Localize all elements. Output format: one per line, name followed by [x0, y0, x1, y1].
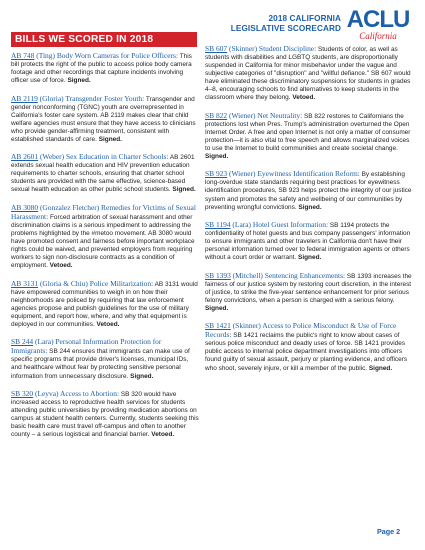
bill-number-link[interactable]: SB 320: [11, 388, 34, 398]
bill-title-text: (Gloria & Chiu) Police Militarization:: [38, 278, 154, 288]
bill-description: SB 320 would have increased access to reproductive health services for students attending public universities by providing medication abortions on campus at student health centers. Currently, students seeking this basic health care must travel off-campus and often to another county – a serious logistical and financial barrier.: [11, 390, 199, 439]
bill-outcome: Signed.: [67, 77, 91, 85]
bill-title: [11, 94, 144, 103]
left-column: [11, 52, 199, 449]
bill-number-link[interactable]: AB 748: [11, 51, 35, 60]
bill-description: SB 1194 protects the confidentiality of hotel guests and bus company passengers' information to ensure immigrants and other travelers in California don't have their personal information turned over to federal immigration agents or others without a court order or warrant.: [205, 222, 411, 262]
bill-entry: [205, 221, 413, 262]
bill-number-link[interactable]: SB 923: [205, 169, 228, 179]
bill-entry: [205, 322, 413, 372]
section-banner: BILLS WE SCORED IN 2018: [11, 32, 197, 47]
bill-entry: [11, 204, 199, 270]
bill-number-link[interactable]: AB 3131: [11, 278, 39, 288]
bill-number-link[interactable]: SB 244: [11, 337, 34, 347]
bill-number-link[interactable]: SB 1194: [205, 220, 231, 230]
bill-title-text: (Gonzalez Fletcher) Remedies for Victims of Sexual Harassment:: [11, 202, 196, 221]
bill-title: [11, 152, 168, 161]
bill-number-link[interactable]: AB 2119: [11, 93, 38, 103]
bill-title: [205, 44, 316, 53]
bill-outcome: Signed.: [298, 254, 322, 262]
bill-description: SB 822 restores to Californians the protections lost when Pres. Trump's administration overturned the Open Internet Order. A free and open Internet is not only a matter of consumer protection—it is also vital to free speech and allows marginalized voices to use the Internet to build communities and create societal change.: [205, 112, 411, 152]
bill-title-text: (Lara) Personal Information Protection for Immigrants:: [11, 337, 162, 356]
bill-outcome: Vetoed.: [292, 94, 316, 102]
bill-entry: [11, 153, 199, 194]
bill-number-link[interactable]: SB 1393: [205, 270, 231, 280]
bill-number-link[interactable]: SB 822: [205, 110, 228, 120]
bill-title: [11, 389, 119, 398]
bill-title-text: (Skinner) Access to Police Misconduct & Use of Force Records:: [205, 321, 397, 340]
bill-title-text: (Weber) Sex Education in Charter Schools:: [38, 152, 169, 162]
bill-number-link[interactable]: SB 607: [205, 44, 228, 53]
scorecard-title: [203, 14, 341, 33]
bill-description: SB 1421 reclaims the public's right to know about cases of serious police misconduct and deadly uses of force. SB 1421 provides public access to internal police department investigations into officers found guilty of sexual assault, perjury or planting evidence, and officers who shoot, severely injure, or kill a member of the public.: [205, 332, 408, 372]
bill-description: SB 1393 increases the fairness of our justice system by restoring court discretion, in the interest of justice, to strike the five-year sentence enhancement for prior serious felony convictions, when a person is charged with a serious felony.: [205, 272, 412, 304]
bill-description: Forced arbitration of sexual harassment and other discrimination claims is a serious impediment to addressing the problems highlighted by the #metoo movement. AB 3080 would have promoted consent and fairness before important workplace rights could be waived, and prevented employers from requiring workers to sign non-disclosure contracts as a condition of employment.: [11, 213, 195, 270]
bill-outcome: Vetoed.: [151, 431, 175, 439]
bill-description: By establishing long-overdue state standards requiring best practices for eyewitness identification procedures, SB 923 helps protect the integrity of our justice system and promotes the safety and wellbeing of our communities by preventing wrongful convictions.: [205, 171, 412, 211]
page-number: Page 2: [377, 527, 401, 536]
bill-outcome: Vetoed.: [96, 320, 120, 328]
bill-entry: [205, 45, 413, 102]
bill-title-text: (Leyva) Access to Abortion:: [33, 388, 120, 398]
right-column: [205, 45, 413, 382]
bill-title: [205, 271, 345, 280]
aclu-logo: [345, 7, 411, 43]
bill-entry: [11, 280, 199, 329]
bill-entry: [11, 52, 199, 85]
bill-number-link[interactable]: SB 1421: [205, 321, 231, 331]
bill-outcome: Vetoed.: [49, 262, 73, 270]
bill-entry: [11, 95, 199, 144]
bill-number-link[interactable]: AB 3080: [11, 202, 39, 212]
aclu-logo-wordmark: ACLU: [346, 6, 410, 33]
bill-title-text: (Lara) Hotel Guest Information:: [230, 220, 329, 230]
bill-title: [205, 169, 360, 178]
bill-title: [205, 111, 302, 120]
bill-description: Students of color, as well as students with disabilities and LGBTQ students, are disproportionally suspended in California for minor misbehavior under the vague and subjective categories of "disruption" and "willful defiance." SB 607 would have eliminated these discriminatory suspensions for students in grades 4–8, encouraging schools to find alternatives to keep students in the classroom where they belong.: [205, 46, 411, 102]
bill-outcome: Signed.: [172, 186, 196, 194]
bill-entry: [205, 112, 413, 161]
scorecard-title-line1: 2018 CALIFORNIA: [268, 14, 341, 23]
bill-title-text: (Mitchell) Sentencing Enhancements:: [230, 270, 346, 280]
bill-number-link[interactable]: AB 2601: [11, 152, 39, 162]
bill-title-text: (Wiener) Net Neutrality:: [227, 110, 303, 120]
bill-outcome: Signed.: [130, 372, 154, 380]
bill-outcome: Signed.: [368, 364, 393, 372]
bill-outcome: Signed.: [205, 304, 229, 312]
bill-title-text: (Skinner) Student Discipline:: [227, 44, 317, 53]
bill-title-text: (Ting) Body Worn Cameras for Police Officers:: [34, 51, 179, 60]
bill-entry: [11, 390, 199, 439]
bill-entry: [11, 338, 199, 380]
bill-description: AB 3131 would have empowered communities to weigh in on how their neighborhoods are policed by requiring that law enforcement agencies propose and publish guidelines for the use of military equipment, and report how, where, and why that equipment is deployed in our communities.: [11, 280, 198, 328]
bill-title: [11, 51, 178, 60]
bill-description: SB 244 ensures that immigrants can make use of specific programs that provide driver's licenses, municipal IDs, and healthcare without fear by protecting sensitive personal information from unnecessary disclosure.: [11, 348, 190, 380]
bill-description: Transgender and gender nonconforming (TGNC) youth are overrepresented in California's foster care system. AB 2119 makes clear that child welfare agencies must ensure that they have access to clinicians who provide gender-affirming treatment, consistent with established standards of care.: [11, 95, 196, 143]
bill-entry: [205, 170, 413, 211]
bill-outcome: Signed.: [298, 203, 322, 211]
scorecard-title-line2: LEGISLATIVE SCORECARD: [230, 23, 341, 33]
bill-description: This bill protects the right of the public to access police body camera footage and other recordings that capture incidents involving officer use of force.: [11, 53, 192, 85]
bill-title: [11, 279, 153, 288]
bill-description: AB 2601 extends sexual health education and HIV prevention education requirements to charter schools, ensuring that charter school students are provided with the same effective, science-based sexual health education as other public school students.: [11, 154, 195, 194]
bill-title-text: (Wiener) Eyewitness Identification Reform:: [227, 169, 360, 179]
bill-outcome: Signed.: [98, 135, 122, 143]
bill-outcome: Signed.: [205, 152, 229, 160]
bill-entry: [205, 272, 413, 313]
aclu-logo-affiliate: California: [359, 31, 397, 41]
bill-title-text: (Gloria) Transgender Foster Youth:: [37, 93, 145, 103]
bill-title: [205, 220, 328, 229]
